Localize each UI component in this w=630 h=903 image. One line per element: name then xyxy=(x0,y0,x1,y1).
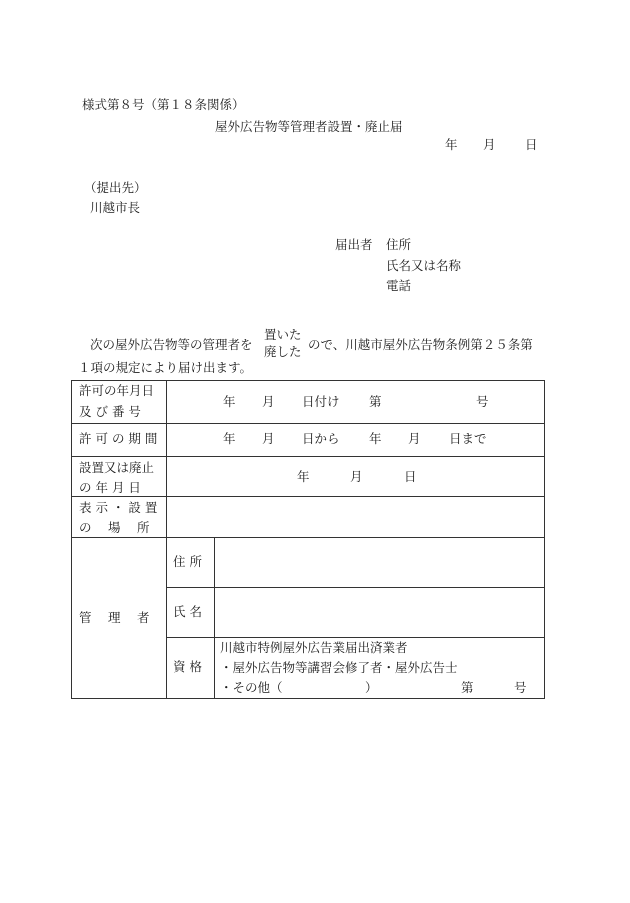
form-title: 屋外広告物等管理者設置・廃止届 xyxy=(215,119,403,134)
period-year2: 年 xyxy=(369,431,382,446)
period-year1: 年 xyxy=(223,431,236,446)
date-year-label: 年 xyxy=(445,137,458,152)
period-from: 日から xyxy=(302,431,340,446)
choice-set: 置いた xyxy=(264,327,302,342)
notification-table xyxy=(71,380,545,699)
row-divider xyxy=(72,496,544,497)
statement-choice xyxy=(264,327,302,361)
notifier-label: 届出者 xyxy=(335,237,373,252)
permit-dated: 日付け xyxy=(302,394,340,409)
permit-month: 月 xyxy=(262,394,275,409)
period-label: 許 可 の 期 間 xyxy=(79,431,158,446)
row-divider xyxy=(72,423,544,424)
manager-address-label: 住 所 xyxy=(173,554,202,569)
qual-line2: ・屋外広告物等講習会修了者・屋外広告士 xyxy=(220,660,458,675)
period-until: 日まで xyxy=(449,431,487,446)
col-divider xyxy=(166,381,167,698)
submit-to-label: （提出先） xyxy=(84,180,147,195)
setdate-year: 年 xyxy=(297,469,310,484)
row-divider xyxy=(166,637,544,638)
qual-line1: 川越市特例屋外広告業届出済業者 xyxy=(220,640,408,655)
setdate-month: 月 xyxy=(350,469,363,484)
place-label-line1: 表 示 ・ 設 置 xyxy=(79,500,158,515)
qual-line3-b: ） xyxy=(365,680,378,695)
statement-suffix: ので、川越市屋外広告物条例第２５条第 xyxy=(308,337,533,352)
qual-go: 号 xyxy=(514,680,527,695)
manager-qual-label: 資 格 xyxy=(173,659,202,674)
row-divider xyxy=(72,456,544,457)
permit-label-line2: 及 び 番 号 xyxy=(79,404,141,419)
permit-year: 年 xyxy=(223,394,236,409)
choice-abolish: 廃した xyxy=(264,343,302,359)
qual-dai: 第 xyxy=(461,680,474,695)
period-month1: 月 xyxy=(262,431,275,446)
submit-to-value: 川越市長 xyxy=(90,200,141,215)
notifier-address-label: 住所 xyxy=(386,237,412,252)
place-label-line2: の 場 所 xyxy=(79,520,150,535)
qual-line3-a: ・その他（ xyxy=(220,680,283,695)
col-divider xyxy=(214,537,215,698)
period-month2: 月 xyxy=(408,431,421,446)
manager-name-label: 氏 名 xyxy=(173,604,202,619)
date-month-label: 月 xyxy=(483,137,496,152)
row-divider xyxy=(72,537,544,538)
setdate-label-line1: 設置又は廃止 xyxy=(79,460,155,475)
setdate-label-line2: の 年 月 日 xyxy=(79,480,141,495)
statement-line2: １項の規定により届け出ます。 xyxy=(78,360,253,375)
notifier-phone-label: 電話 xyxy=(386,278,412,293)
date-day-label: 日 xyxy=(525,137,538,152)
form-number: 様式第８号（第１８条関係） xyxy=(82,97,245,112)
manager-label: 管 理 者 xyxy=(79,610,150,625)
permit-dai: 第 xyxy=(369,394,382,409)
statement-prefix: 次の屋外広告物等の管理者を xyxy=(90,337,253,352)
permit-label-line1: 許可の年月日 xyxy=(79,383,155,398)
row-divider xyxy=(166,587,544,588)
permit-go: 号 xyxy=(476,394,489,409)
setdate-day: 日 xyxy=(404,469,417,484)
notifier-name-label: 氏名又は名称 xyxy=(386,258,462,273)
